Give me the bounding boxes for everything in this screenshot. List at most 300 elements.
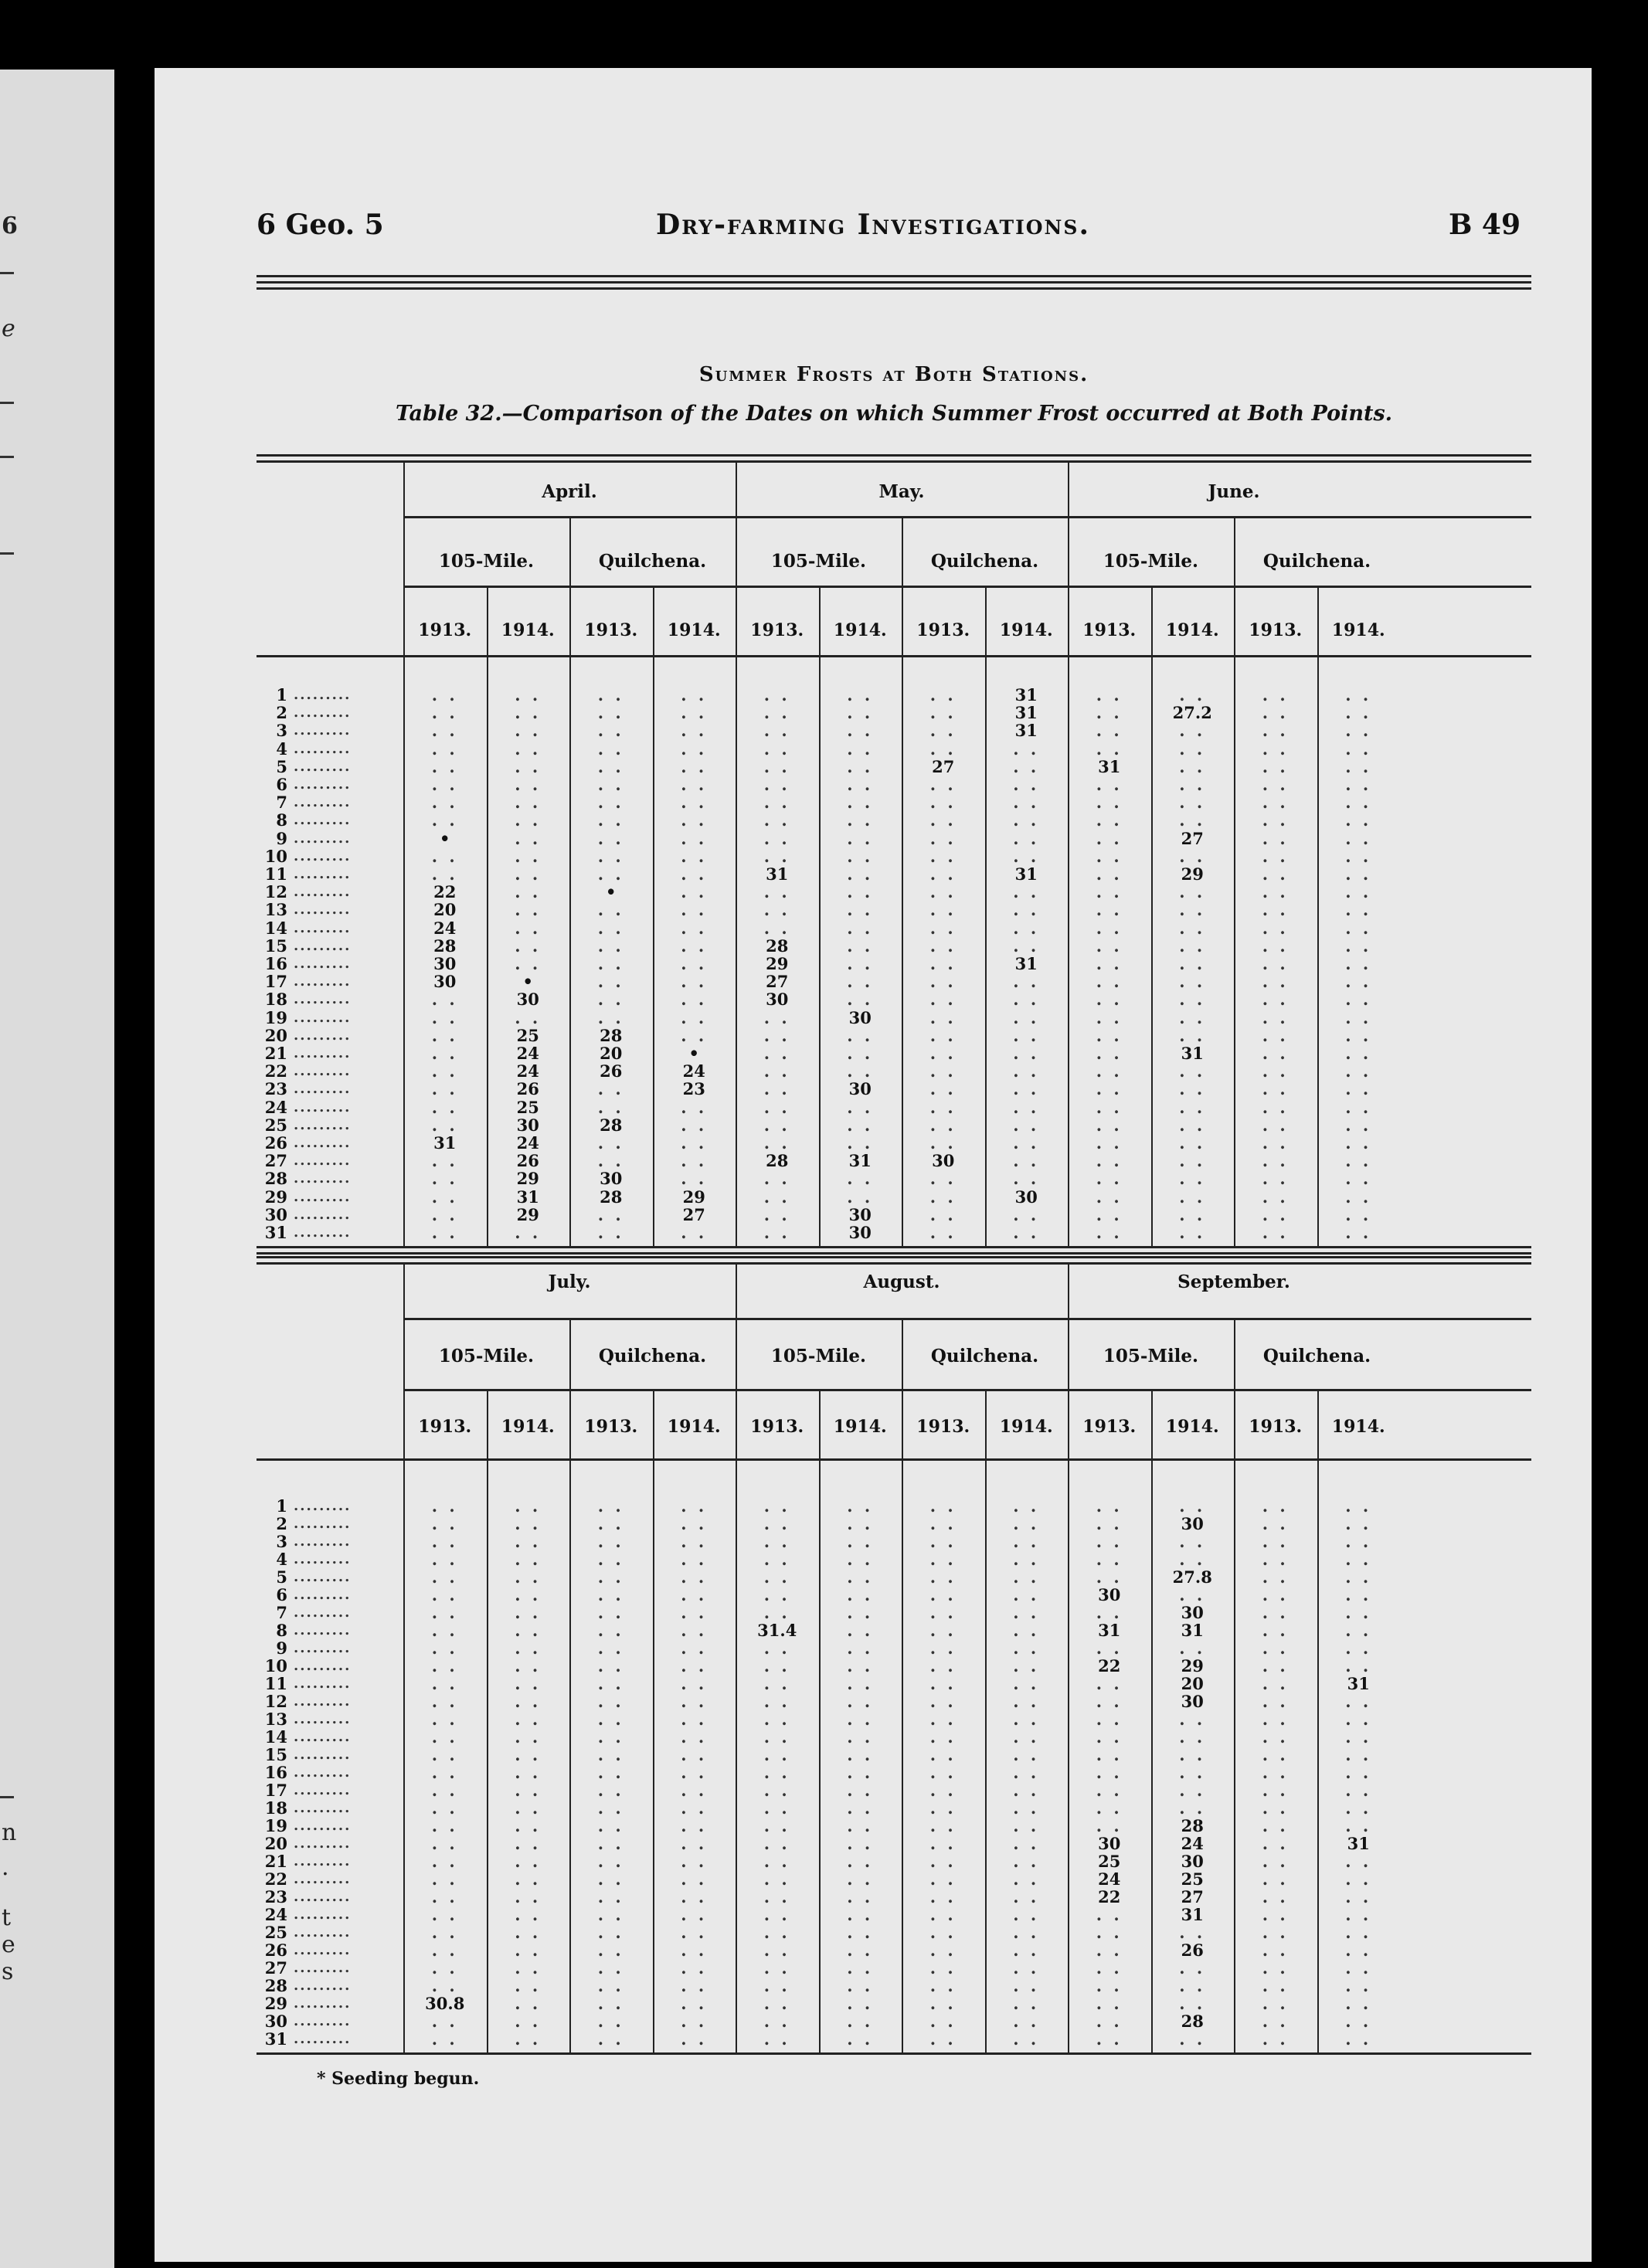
no-frost-dots: . . bbox=[1262, 1514, 1289, 1533]
no-frost-dots: . . bbox=[1013, 1133, 1040, 1153]
no-frost-dots: . . bbox=[1262, 1585, 1289, 1604]
no-frost-dots: . . bbox=[431, 1674, 458, 1693]
frost-value: 26 bbox=[516, 1079, 539, 1099]
no-frost-dots: . . bbox=[763, 1763, 790, 1782]
frost-value: 31 bbox=[1098, 1621, 1121, 1640]
no-frost-dots: . . bbox=[847, 793, 874, 813]
day-number: 8 bbox=[276, 1621, 287, 1640]
no-frost-dots: . . bbox=[1179, 1994, 1206, 2013]
no-frost-dots: . . bbox=[929, 1097, 957, 1117]
no-frost-dots: . . bbox=[1096, 1169, 1123, 1189]
no-frost-dots: . . bbox=[1013, 1567, 1040, 1587]
no-frost-dots: . . bbox=[431, 1025, 458, 1045]
no-frost-dots: . . bbox=[847, 1585, 874, 1604]
no-frost-dots: . . bbox=[515, 793, 542, 813]
no-frost-dots: . . bbox=[929, 1079, 957, 1099]
no-frost-dots: . . bbox=[515, 738, 542, 759]
no-frost-dots: . . bbox=[847, 1745, 874, 1764]
no-frost-dots: . . bbox=[681, 1007, 708, 1027]
no-frost-dots: . . bbox=[515, 1007, 542, 1027]
no-frost-dots: . . bbox=[929, 1044, 957, 1063]
no-frost-dots: . . bbox=[597, 1887, 624, 1906]
no-frost-dots: . . bbox=[515, 1994, 542, 2013]
no-frost-dots: . . bbox=[431, 1007, 458, 1027]
year-header: 1914. bbox=[501, 1417, 555, 1437]
no-frost-dots: . . bbox=[763, 1079, 790, 1099]
day-number: 9 bbox=[276, 1638, 287, 1658]
no-frost-dots: . . bbox=[597, 1151, 624, 1171]
no-frost-dots: . . bbox=[1013, 882, 1040, 902]
no-frost-dots: . . bbox=[1179, 810, 1206, 830]
no-frost-dots: . . bbox=[1013, 1603, 1040, 1622]
leader-dots: ......... bbox=[294, 1153, 352, 1170]
frost-value: 28 bbox=[766, 1151, 789, 1171]
no-frost-dots: . . bbox=[1179, 1532, 1206, 1551]
no-frost-dots: . . bbox=[1096, 1923, 1123, 1942]
page-number: B 49 bbox=[1448, 209, 1521, 241]
frost-value: 27.8 bbox=[1172, 1567, 1212, 1587]
no-frost-dots: . . bbox=[681, 972, 708, 992]
no-frost-dots: . . bbox=[1262, 1781, 1289, 1800]
station-header: 105-Mile. bbox=[438, 551, 535, 572]
no-frost-dots: . . bbox=[1345, 685, 1372, 705]
no-frost-dots: . . bbox=[1096, 1532, 1123, 1551]
no-frost-dots: . . bbox=[681, 1727, 708, 1747]
no-frost-dots: . . bbox=[515, 1709, 542, 1729]
frost-value: 31 bbox=[1014, 721, 1038, 741]
no-frost-dots: . . bbox=[1262, 1603, 1289, 1622]
no-frost-dots: . . bbox=[681, 1869, 708, 1889]
no-frost-dots: . . bbox=[1345, 793, 1372, 813]
no-frost-dots: . . bbox=[597, 935, 624, 956]
no-frost-dots: . . bbox=[1096, 1763, 1123, 1782]
no-frost-dots: . . bbox=[515, 1585, 542, 1604]
day-number: 18 bbox=[264, 990, 287, 1010]
no-frost-dots: . . bbox=[929, 703, 957, 723]
no-frost-dots: . . bbox=[1179, 721, 1206, 741]
leader-dots: ......... bbox=[294, 1569, 352, 1585]
leader-dots: ......... bbox=[294, 705, 352, 721]
frost-value: 30 bbox=[1098, 1585, 1121, 1604]
no-frost-dots: . . bbox=[763, 1674, 790, 1693]
month-header: August. bbox=[863, 1272, 940, 1292]
no-frost-dots: . . bbox=[431, 1115, 458, 1135]
no-frost-dots: . . bbox=[597, 1834, 624, 1853]
leader-dots: ......... bbox=[294, 1098, 352, 1115]
edge-rule bbox=[0, 272, 14, 274]
no-frost-dots: . . bbox=[847, 935, 874, 956]
no-frost-dots: . . bbox=[1179, 1025, 1206, 1045]
day-number: 27 bbox=[264, 1151, 287, 1171]
no-frost-dots: . . bbox=[597, 1550, 624, 1569]
no-frost-dots: . . bbox=[1179, 1638, 1206, 1658]
no-frost-dots: . . bbox=[597, 685, 624, 705]
no-frost-dots: . . bbox=[763, 1745, 790, 1764]
no-frost-dots: . . bbox=[1345, 810, 1372, 830]
no-frost-dots: . . bbox=[1345, 900, 1372, 920]
no-frost-dots: . . bbox=[515, 721, 542, 741]
station-header: Quilchena. bbox=[930, 551, 1039, 572]
no-frost-dots: . . bbox=[681, 1923, 708, 1942]
station-header: Quilchena. bbox=[598, 1346, 707, 1367]
no-frost-dots: . . bbox=[1262, 1923, 1289, 1942]
no-frost-dots: . . bbox=[1096, 1905, 1123, 1924]
leader-dots: ......... bbox=[294, 1658, 352, 1674]
no-frost-dots: . . bbox=[1013, 2029, 1040, 2049]
no-frost-dots: . . bbox=[847, 954, 874, 973]
no-frost-dots: . . bbox=[515, 918, 542, 938]
leader-dots: ......... bbox=[294, 937, 352, 954]
year-header: 1914. bbox=[833, 620, 887, 640]
day-number: 4 bbox=[276, 1550, 287, 1569]
no-frost-dots: . . bbox=[1096, 1514, 1123, 1533]
no-frost-dots: . . bbox=[1345, 954, 1372, 973]
frost-value: 31.4 bbox=[757, 1621, 797, 1640]
day-number: 24 bbox=[264, 1097, 287, 1117]
frost-value: 25 bbox=[1181, 1869, 1204, 1889]
no-frost-dots: . . bbox=[1013, 1638, 1040, 1658]
no-frost-dots: . . bbox=[847, 756, 874, 776]
no-frost-dots: . . bbox=[431, 1187, 458, 1207]
no-frost-dots: . . bbox=[681, 703, 708, 723]
no-frost-dots: . . bbox=[1262, 990, 1289, 1010]
no-frost-dots: . . bbox=[1013, 1976, 1040, 1995]
month-header: June. bbox=[1208, 481, 1260, 502]
no-frost-dots: . . bbox=[1096, 846, 1123, 866]
no-frost-dots: . . bbox=[1262, 1638, 1289, 1658]
frost-value: 29 bbox=[516, 1204, 539, 1224]
no-frost-dots: . . bbox=[929, 1781, 957, 1800]
no-frost-dots: . . bbox=[1262, 703, 1289, 723]
no-frost-dots: . . bbox=[597, 1727, 624, 1747]
no-frost-dots: . . bbox=[1262, 1656, 1289, 1676]
no-frost-dots: . . bbox=[515, 1727, 542, 1747]
no-frost-dots: . . bbox=[1262, 1798, 1289, 1818]
no-frost-dots: . . bbox=[1096, 1727, 1123, 1747]
no-frost-dots: . . bbox=[929, 1567, 957, 1587]
no-frost-dots: . . bbox=[431, 1204, 458, 1224]
no-frost-dots: . . bbox=[929, 900, 957, 920]
leader-dots: ......... bbox=[294, 1551, 352, 1567]
day-number: 31 bbox=[264, 2029, 287, 2049]
no-frost-dots: . . bbox=[431, 1656, 458, 1676]
no-frost-dots: . . bbox=[597, 721, 624, 741]
no-frost-dots: . . bbox=[929, 685, 957, 705]
no-frost-dots: . . bbox=[681, 793, 708, 813]
leader-dots: ......... bbox=[294, 956, 352, 972]
no-frost-dots: . . bbox=[431, 1567, 458, 1587]
day-number: 27 bbox=[264, 1958, 287, 1978]
no-frost-dots: . . bbox=[1345, 1727, 1372, 1747]
leader-dots: ......... bbox=[294, 1764, 352, 1781]
section-title: Summer Frosts at Both Stations. bbox=[698, 363, 1089, 386]
no-frost-dots: . . bbox=[515, 900, 542, 920]
leader-dots: ......... bbox=[294, 1587, 352, 1603]
frost-value: 22 bbox=[433, 882, 457, 902]
no-frost-dots: . . bbox=[1345, 935, 1372, 956]
no-frost-dots: . . bbox=[1096, 1958, 1123, 1978]
no-frost-dots: . . bbox=[847, 1976, 874, 1995]
no-frost-dots: . . bbox=[1262, 1223, 1289, 1242]
year-header: 1913. bbox=[916, 1417, 970, 1437]
no-frost-dots: . . bbox=[597, 793, 624, 813]
no-frost-dots: . . bbox=[929, 1061, 957, 1081]
no-frost-dots: . . bbox=[1179, 2029, 1206, 2049]
no-frost-dots: . . bbox=[431, 1976, 458, 1995]
edge-fragment: t bbox=[2, 1904, 12, 1931]
no-frost-dots: . . bbox=[597, 1674, 624, 1693]
no-frost-dots: . . bbox=[1345, 1940, 1372, 1960]
no-frost-dots: . . bbox=[1345, 1923, 1372, 1942]
no-frost-dots: . . bbox=[763, 1976, 790, 1995]
leader-dots: ......... bbox=[294, 847, 352, 864]
no-frost-dots: . . bbox=[847, 1709, 874, 1729]
no-frost-dots: . . bbox=[1096, 1798, 1123, 1818]
no-frost-dots: . . bbox=[847, 900, 874, 920]
no-frost-dots: . . bbox=[1096, 1994, 1123, 2013]
no-frost-dots: . . bbox=[1179, 1204, 1206, 1224]
leader-dots: ......... bbox=[294, 1640, 352, 1656]
no-frost-dots: . . bbox=[515, 775, 542, 794]
no-frost-dots: . . bbox=[929, 918, 957, 938]
year-header: 1914. bbox=[999, 620, 1053, 640]
no-frost-dots: . . bbox=[763, 1692, 790, 1711]
no-frost-dots: . . bbox=[681, 1656, 708, 1676]
day-number: 14 bbox=[264, 918, 287, 938]
no-frost-dots: . . bbox=[1345, 1994, 1372, 2013]
no-frost-dots: . . bbox=[597, 2029, 624, 2049]
no-frost-dots: . . bbox=[515, 703, 542, 723]
leader-dots: ......... bbox=[294, 1170, 352, 1187]
year-rule bbox=[257, 1458, 1531, 1461]
station-header: Quilchena. bbox=[598, 551, 707, 572]
leader-dots: ......... bbox=[294, 830, 352, 847]
no-frost-dots: . . bbox=[515, 1496, 542, 1516]
no-frost-dots: . . bbox=[929, 1940, 957, 1960]
day-number: 21 bbox=[264, 1044, 287, 1063]
month-header: September. bbox=[1177, 1272, 1290, 1292]
no-frost-dots: . . bbox=[1262, 775, 1289, 794]
no-frost-dots: . . bbox=[929, 1007, 957, 1027]
no-frost-dots: . . bbox=[1013, 1709, 1040, 1729]
no-frost-dots: . . bbox=[929, 846, 957, 866]
no-frost-dots: . . bbox=[681, 846, 708, 866]
no-frost-dots: . . bbox=[763, 793, 790, 813]
no-frost-dots: . . bbox=[681, 1025, 708, 1045]
no-frost-dots: . . bbox=[597, 810, 624, 830]
no-frost-dots: . . bbox=[763, 1514, 790, 1533]
no-frost-dots: . . bbox=[681, 1763, 708, 1782]
no-frost-dots: . . bbox=[681, 1133, 708, 1153]
no-frost-dots: . . bbox=[681, 2029, 708, 2049]
no-frost-dots: . . bbox=[597, 1816, 624, 1835]
day-number: 20 bbox=[264, 1834, 287, 1853]
no-frost-dots: . . bbox=[1096, 935, 1123, 956]
adjacent-page-edge bbox=[0, 70, 114, 2268]
no-frost-dots: . . bbox=[597, 756, 624, 776]
no-frost-dots: . . bbox=[847, 775, 874, 794]
no-frost-dots: . . bbox=[1345, 882, 1372, 902]
no-frost-dots: . . bbox=[597, 1798, 624, 1818]
no-frost-dots: . . bbox=[1013, 1204, 1040, 1224]
no-frost-dots: . . bbox=[681, 1834, 708, 1853]
year-header: 1913. bbox=[1249, 1417, 1303, 1437]
no-frost-dots: . . bbox=[929, 1496, 957, 1516]
no-frost-dots: . . bbox=[1096, 1061, 1123, 1081]
no-frost-dots: . . bbox=[431, 1692, 458, 1711]
no-frost-dots: . . bbox=[1262, 1097, 1289, 1117]
no-frost-dots: . . bbox=[597, 1079, 624, 1099]
no-frost-dots: . . bbox=[1262, 1567, 1289, 1587]
no-frost-dots: . . bbox=[515, 1923, 542, 1942]
no-frost-dots: . . bbox=[1345, 1151, 1372, 1171]
no-frost-dots: . . bbox=[1345, 1976, 1372, 1995]
no-frost-dots: . . bbox=[515, 1514, 542, 1533]
frost-value: 24 bbox=[516, 1061, 539, 1081]
header-rule bbox=[257, 281, 1531, 284]
no-frost-dots: . . bbox=[1345, 1079, 1372, 1099]
no-frost-dots: . . bbox=[1096, 2012, 1123, 2031]
no-frost-dots: . . bbox=[1345, 738, 1372, 759]
year-header: 1913. bbox=[584, 620, 638, 640]
frost-value: 30 bbox=[848, 1007, 872, 1027]
no-frost-dots: . . bbox=[597, 738, 624, 759]
day-number: 7 bbox=[276, 793, 287, 813]
frost-value: 30 bbox=[1181, 1603, 1204, 1622]
no-frost-dots: . . bbox=[515, 756, 542, 776]
no-frost-dots: . . bbox=[763, 1638, 790, 1658]
no-frost-dots: . . bbox=[1013, 900, 1040, 920]
no-frost-dots: . . bbox=[597, 1567, 624, 1587]
day-number: 25 bbox=[264, 1923, 287, 1942]
no-frost-dots: . . bbox=[1096, 1603, 1123, 1622]
no-frost-dots: . . bbox=[929, 1869, 957, 1889]
no-frost-dots: . . bbox=[929, 1550, 957, 1569]
no-frost-dots: . . bbox=[1179, 1976, 1206, 1995]
no-frost-dots: . . bbox=[847, 1940, 874, 1960]
no-frost-dots: . . bbox=[597, 1958, 624, 1978]
no-frost-dots: . . bbox=[847, 1674, 874, 1693]
day-number: 10 bbox=[264, 1656, 287, 1676]
no-frost-dots: . . bbox=[763, 1585, 790, 1604]
frost-value: 30 bbox=[766, 990, 789, 1010]
month-header: May. bbox=[878, 481, 925, 502]
no-frost-dots: . . bbox=[847, 1187, 874, 1207]
no-frost-dots: . . bbox=[1013, 1532, 1040, 1551]
leader-dots: ......... bbox=[294, 740, 352, 757]
no-frost-dots: . . bbox=[847, 1887, 874, 1906]
no-frost-dots: . . bbox=[1345, 1514, 1372, 1533]
frost-value: 31 bbox=[1014, 685, 1038, 705]
no-frost-dots: . . bbox=[1096, 1151, 1123, 1171]
frost-value: 24 bbox=[516, 1044, 539, 1063]
day-number: 5 bbox=[276, 1567, 287, 1587]
no-frost-dots: . . bbox=[1013, 738, 1040, 759]
frost-value: 30 bbox=[932, 1151, 955, 1171]
no-frost-dots: . . bbox=[681, 1674, 708, 1693]
no-frost-dots: . . bbox=[1096, 1097, 1123, 1117]
no-frost-dots: . . bbox=[431, 1781, 458, 1800]
leader-dots: ......... bbox=[294, 1224, 352, 1241]
station-header: 105-Mile. bbox=[770, 1346, 867, 1367]
no-frost-dots: . . bbox=[847, 1763, 874, 1782]
no-frost-dots: . . bbox=[431, 1061, 458, 1081]
no-frost-dots: . . bbox=[1262, 1958, 1289, 1978]
year-header: 1914. bbox=[501, 620, 555, 640]
frost-value: 24 bbox=[1098, 1869, 1121, 1889]
no-frost-dots: . . bbox=[681, 1958, 708, 1978]
no-frost-dots: . . bbox=[1013, 1958, 1040, 1978]
day-number: 23 bbox=[264, 1887, 287, 1906]
no-frost-dots: . . bbox=[929, 1994, 957, 2013]
no-frost-dots: . . bbox=[431, 1940, 458, 1960]
document-page bbox=[155, 68, 1592, 2262]
no-frost-dots: . . bbox=[763, 1798, 790, 1818]
no-frost-dots: . . bbox=[763, 900, 790, 920]
no-frost-dots: . . bbox=[681, 918, 708, 938]
no-frost-dots: . . bbox=[1262, 1044, 1289, 1063]
no-frost-dots: . . bbox=[763, 1550, 790, 1569]
leader-dots: ......... bbox=[294, 776, 352, 793]
leader-dots: ......... bbox=[294, 1978, 352, 1994]
no-frost-dots: . . bbox=[681, 1223, 708, 1242]
frost-value: 26 bbox=[600, 1061, 623, 1081]
frost-value: 24 bbox=[682, 1061, 705, 1081]
day-number: 5 bbox=[276, 756, 287, 776]
no-frost-dots: . . bbox=[431, 793, 458, 813]
station-header: 105-Mile. bbox=[1103, 551, 1199, 572]
day-number: 15 bbox=[264, 1745, 287, 1764]
no-frost-dots: . . bbox=[847, 1834, 874, 1853]
no-frost-dots: . . bbox=[929, 1514, 957, 1533]
day-number: 1 bbox=[276, 1496, 287, 1516]
no-frost-dots: . . bbox=[515, 1745, 542, 1764]
no-frost-dots: . . bbox=[763, 882, 790, 902]
no-frost-dots: . . bbox=[1096, 1692, 1123, 1711]
no-frost-dots: . . bbox=[1179, 1223, 1206, 1242]
frost-value: 25 bbox=[516, 1025, 539, 1045]
no-frost-dots: . . bbox=[1262, 1976, 1289, 1995]
header-rule bbox=[257, 287, 1531, 290]
no-frost-dots: . . bbox=[847, 1567, 874, 1587]
no-frost-dots: . . bbox=[929, 1692, 957, 1711]
no-frost-dots: . . bbox=[431, 1097, 458, 1117]
no-frost-dots: . . bbox=[1262, 935, 1289, 956]
no-frost-dots: . . bbox=[1096, 721, 1123, 741]
frost-value: 22 bbox=[1098, 1656, 1121, 1676]
no-frost-dots: . . bbox=[1262, 1204, 1289, 1224]
no-frost-dots: . . bbox=[1096, 703, 1123, 723]
no-frost-dots: . . bbox=[515, 882, 542, 902]
year-header: 1913. bbox=[584, 1417, 638, 1437]
table-top-rule bbox=[257, 1256, 1531, 1258]
no-frost-dots: . . bbox=[1345, 1223, 1372, 1242]
no-frost-dots: . . bbox=[1013, 1727, 1040, 1747]
no-frost-dots: . . bbox=[515, 846, 542, 866]
no-frost-dots: . . bbox=[1345, 1550, 1372, 1569]
no-frost-dots: . . bbox=[1013, 1025, 1040, 1045]
no-frost-dots: . . bbox=[431, 1514, 458, 1533]
no-frost-dots: . . bbox=[763, 1958, 790, 1978]
no-frost-dots: . . bbox=[597, 900, 624, 920]
no-frost-dots: . . bbox=[597, 954, 624, 973]
no-frost-dots: . . bbox=[929, 1674, 957, 1693]
no-frost-dots: . . bbox=[1262, 1187, 1289, 1207]
no-frost-dots: . . bbox=[929, 738, 957, 759]
no-frost-dots: . . bbox=[1262, 918, 1289, 938]
no-frost-dots: . . bbox=[929, 1585, 957, 1604]
no-frost-dots: . . bbox=[847, 1692, 874, 1711]
